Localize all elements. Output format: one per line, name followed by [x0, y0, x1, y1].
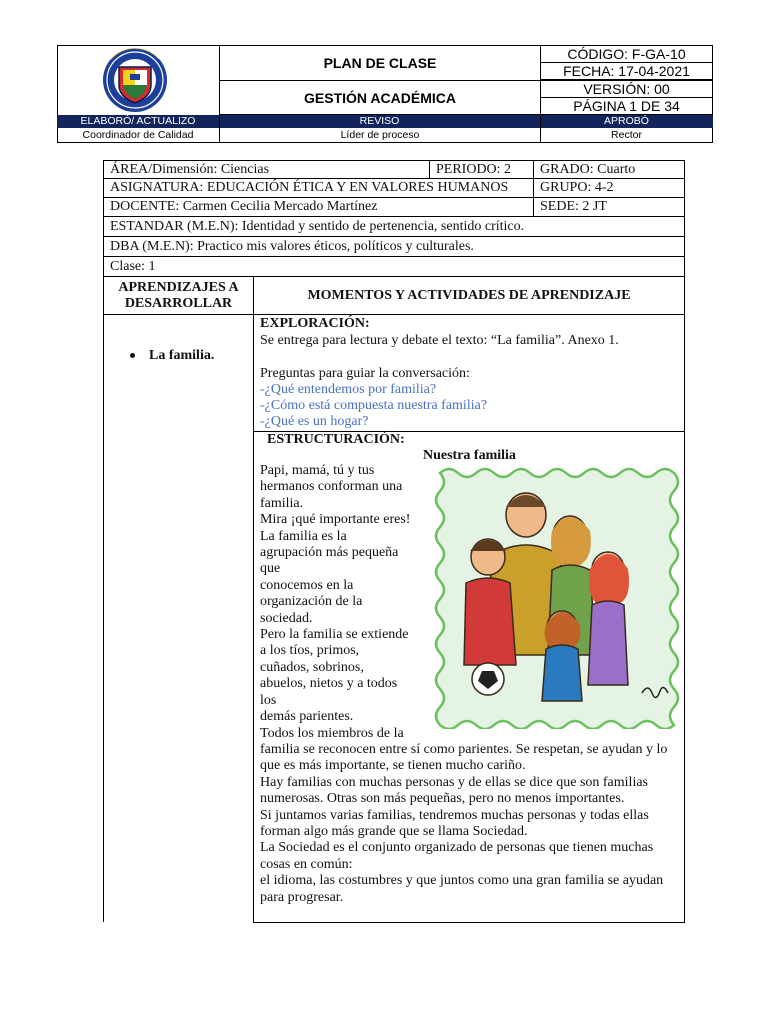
story-line: La Sociedad es el conjunto organizado de personas que tienen muchas	[260, 840, 654, 856]
story-line: demás parientes.	[260, 709, 354, 725]
question-3: -¿Qué es un hogar?	[260, 414, 369, 429]
dba-cell: DBA (M.E.N): Practico mis valores éticos, políticos y culturales.	[103, 236, 685, 257]
exploracion-prompt: Preguntas para guiar la conversación:	[260, 366, 470, 381]
story-line: Hay familias con muchas personas y de ellas se dice que son familias	[260, 774, 648, 790]
version-label: VERSIÓN: 00	[540, 80, 713, 98]
story-line: Papi, mamá, tú y tus	[260, 463, 375, 478]
asignatura-cell: ASIGNATURA: EDUCACIÓN ÉTICA Y EN VALORES HUMANOS	[103, 178, 534, 198]
aprobo-role: Rector	[611, 129, 642, 141]
story-line: numerosas. Otras son más pequeñas, pero no menos importantes.	[260, 791, 625, 807]
question-2: -¿Cómo está compuesta nuestra familia?	[260, 398, 488, 413]
story-line: conocemos en la	[260, 577, 354, 593]
story-line: para progresar.	[260, 889, 344, 905]
aprendizajes-header-line2: DESARROLLAR	[124, 295, 233, 311]
grado-cell: GRADO: Cuarto	[533, 160, 685, 179]
story-line: Pero la familia se extiende	[260, 627, 409, 643]
story-line: La familia es la	[260, 528, 347, 544]
sede-cell: SEDE: 2 JT	[533, 197, 685, 217]
story-line: el idioma, las costumbres y que juntos como una gran familia se ayudan	[260, 873, 664, 889]
bullet-icon	[130, 353, 135, 358]
page-label: PÁGINA 1 DE 34	[540, 97, 713, 115]
question-1: -¿Qué entendemos por familia?	[260, 382, 437, 397]
story-line: agrupación más pequeña	[260, 545, 399, 561]
date-label: FECHA: 17-04-2021	[540, 62, 713, 80]
estructuracion-heading: ESTRUCTURACIÓN:	[267, 432, 405, 447]
exploracion-intro: Se entrega para lectura y debate el texto: “La familia”. Anexo 1.	[260, 333, 619, 348]
aprobo-label: APROBÓ	[604, 115, 649, 127]
docente-cell: DOCENTE: Carmen Cecilia Mercado Martínez	[103, 197, 534, 217]
gestion-title: GESTIÓN ACADÉMICA	[219, 80, 541, 115]
story-line: hermanos conforman una	[260, 479, 403, 495]
approval-bar	[57, 115, 713, 128]
estandar-cell: ESTANDAR (M.E.N): Identidad y sentido de pertenencia, sentido crítico.	[103, 216, 685, 237]
story-line: cuñados, sobrinos,	[260, 659, 364, 675]
story-line: abuelos, nietos y a todos	[260, 676, 398, 692]
aprendizaje-item	[130, 348, 214, 364]
reviso-label: REVISO	[359, 115, 400, 127]
exploracion-heading: EXPLORACIÓN:	[260, 316, 370, 331]
school-shield-logo	[57, 45, 220, 115]
momentos-header: MOMENTOS Y ACTIVIDADES DE APRENDIZAJE	[253, 276, 685, 315]
plan-title: PLAN DE CLASE	[219, 45, 541, 81]
story-title: Nuestra familia	[423, 448, 516, 463]
grupo-cell: GRUPO: 4-2	[533, 178, 685, 198]
story-line: organización de la	[260, 594, 363, 610]
story-line: Todos los miembros de la	[260, 725, 404, 741]
reviso-role: Líder de proceso	[340, 129, 420, 141]
story-line: familia.	[260, 495, 304, 511]
story-line: cosas en común:	[260, 856, 353, 872]
aprendizajes-header	[103, 276, 254, 315]
story-narrow-column	[260, 463, 410, 742]
periodo-cell: PERIODO: 2	[429, 160, 534, 179]
story-line: que	[260, 561, 281, 577]
story-line: que es más importante, se tienen mucho cariño.	[260, 758, 526, 774]
family-illustration	[430, 465, 688, 729]
code-label: CÓDIGO: F-GA-10	[540, 45, 713, 63]
story-line: Si juntamos varias familias, tendremos muchas personas y todas ellas	[260, 807, 649, 823]
story-line: Mira ¡qué importante eres!	[260, 512, 411, 528]
clase-cell: Clase: 1	[103, 256, 685, 277]
exploracion-cell	[253, 314, 685, 432]
story-line: forman algo más grande que se llama Sociedad.	[260, 824, 528, 840]
header-divider	[540, 115, 541, 143]
story-line: a los tíos, primos,	[260, 643, 360, 659]
aprendizaje-label: La familia.	[149, 348, 215, 363]
story-line: familia se reconocen entre sí como parientes. Se respetan, se ayudan y lo	[260, 742, 668, 757]
header-logo-cell	[57, 45, 220, 115]
story-wide-text	[260, 742, 667, 906]
header-divider	[219, 115, 220, 143]
left-column-border	[103, 314, 104, 922]
elaboro-label: ELABORÓ/ ACTUALIZO	[80, 115, 196, 127]
estructuracion-cell	[253, 431, 685, 923]
story-line: los	[260, 692, 277, 708]
elaboro-role: Coordinador de Calidad	[82, 129, 194, 141]
aprendizajes-header-line1: APRENDIZAJES A	[118, 279, 239, 295]
area-cell: ÁREA/Dimensión: Ciencias	[103, 160, 430, 179]
story-line: sociedad.	[260, 610, 313, 626]
